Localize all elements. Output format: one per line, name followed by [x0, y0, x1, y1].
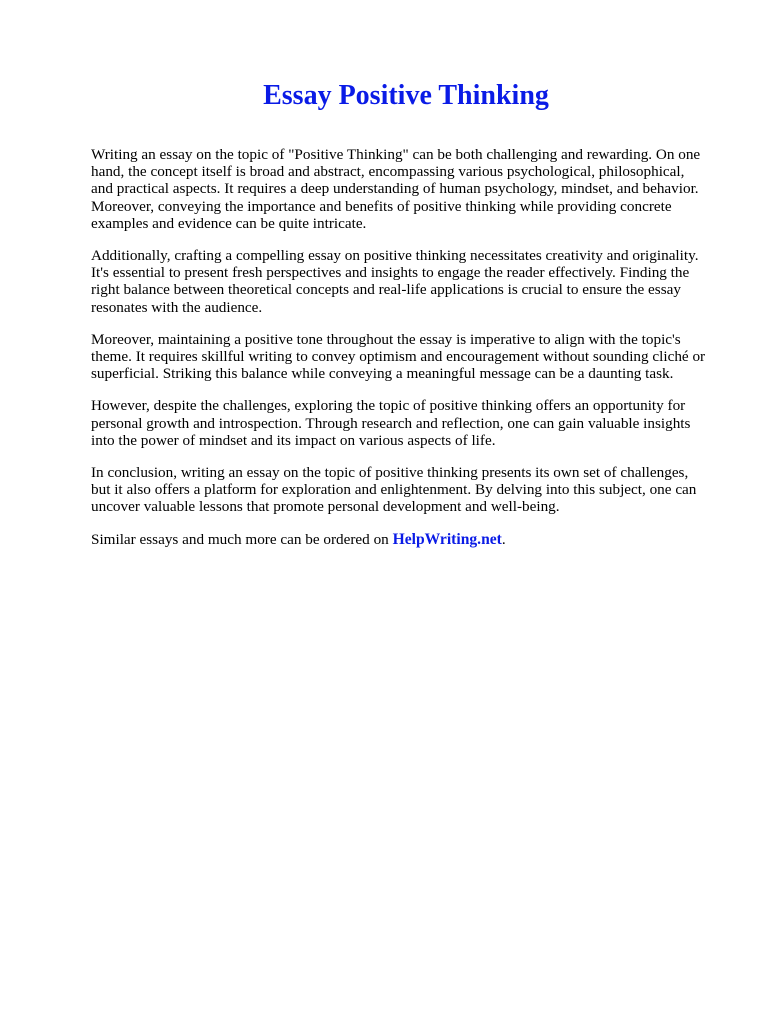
footer-suffix: .: [501, 530, 506, 548]
paragraph-2: Additionally, crafting a compelling essay on positive thinking necessitates creativity and originality. It's essential to present fresh perspectives and insights to engage the reader effectively. Finding the right balance between theoretical concepts and real-life applications is crucial to ensure the essay resonates with the audience.: [91, 247, 699, 316]
paragraph-5: In conclusion, writing an essay on the topic of positive thinking presents its own set of challenges, but it also offers a platform for exploration and enlightenment. By delving into this subject, one can uncover valuable lessons that promote personal development and well-being.: [91, 464, 697, 516]
paragraph-3: Moreover, maintaining a positive tone throughout the essay is imperative to align with the topic's theme. It requires skillful writing to convey optimism and encouragement without sounding cliché or superficial. Striking this balance while conveying a meaningful message can be a daunting task.: [91, 330, 706, 383]
essay-body: [91, 146, 731, 548]
footer-prefix: Similar essays and much more can be ordered on: [91, 530, 393, 548]
page-title: Essay Positive Thinking: [263, 80, 549, 111]
footer-line: [91, 531, 731, 548]
paragraph-1: Writing an essay on the topic of "Positive Thinking" can be both challenging and rewarding. On one hand, the concept itself is broad and abstract, encompassing various psychological, philosophical, and practical aspects. It requires a deep understanding of human psychology, mindset, and behavior. Moreover, conveying the importance and benefits of positive thinking while providing concrete examples and evidence can be quite intricate.: [91, 146, 701, 232]
helpwriting-link[interactable]: HelpWriting.net: [392, 530, 502, 548]
paragraph-4: However, despite the challenges, exploring the topic of positive thinking offers an opportunity for personal growth and introspection. Through research and reflection, one can gain valuable insights into the power of mindset and its impact on various aspects of life.: [91, 397, 691, 449]
